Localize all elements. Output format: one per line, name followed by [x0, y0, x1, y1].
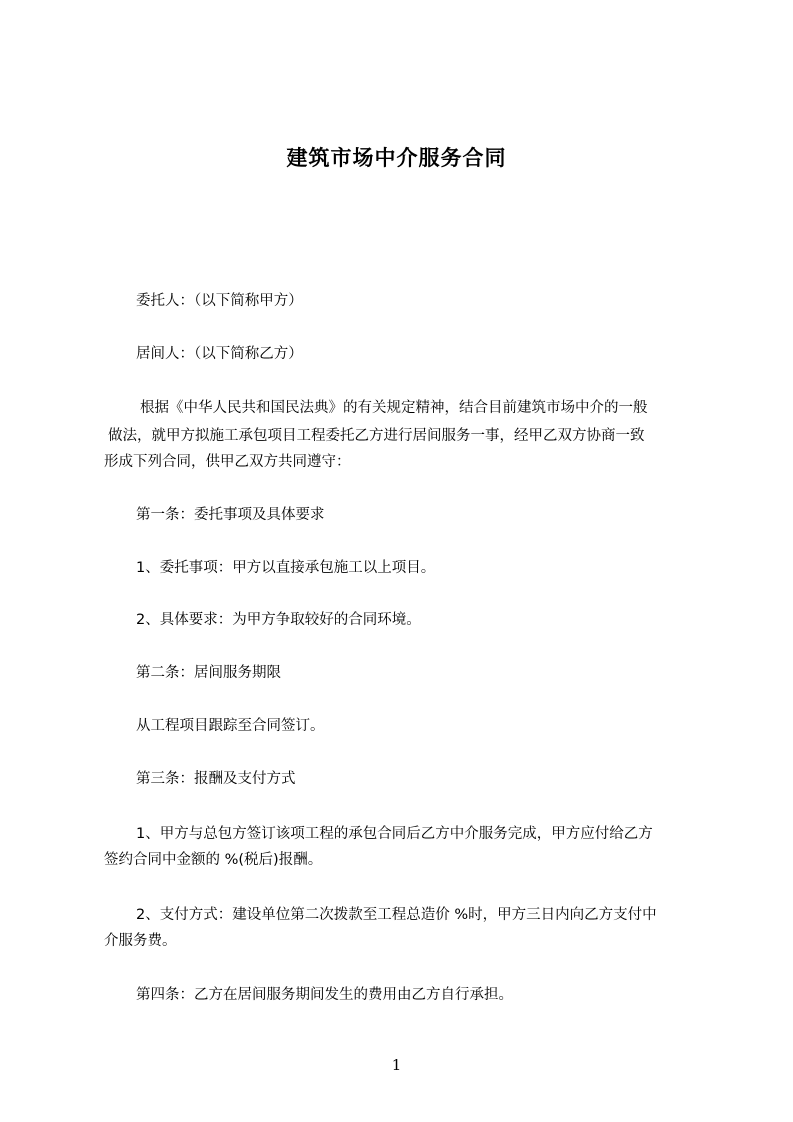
preamble-line-1: 根据《中华人民共和国民法典》的有关规定精神，结合目前建筑市场中介的一般 [140, 400, 648, 416]
party-a-line: 委托人：（以下简称甲方） [136, 293, 303, 309]
preamble-line-3: 形成下列合同，供甲乙双方共同遵守： [104, 454, 351, 470]
article-3-item-1-line-1: 1、甲方与总包方签订该项工程的承包合同后乙方中介服务完成，甲方应付给乙方 [136, 826, 653, 842]
page-number: 1 [391, 1056, 402, 1074]
party-b-line: 居间人：（以下简称乙方） [136, 346, 303, 362]
article-1-item-1: 1、委托事项：甲方以直接承包施工以上项目。 [136, 560, 436, 576]
article-2-body: 从工程项目跟踪至合同签订。 [136, 718, 325, 734]
preamble-line-2: 做法，就甲方拟施工承包项目工程委托乙方进行居间服务一事，经甲乙双方协商一致 [108, 428, 645, 444]
article-3-heading: 第三条：报酬及支付方式 [136, 771, 296, 787]
article-2-heading: 第二条：居间服务期限 [136, 665, 281, 681]
article-4-heading: 第四条：乙方在居间服务期间发生的费用由乙方自行承担。 [136, 987, 513, 1003]
article-3-item-1-line-2: 签约合同中金额的 %(税后)报酬。 [104, 852, 323, 868]
document-title: 建筑市场中介服务合同 [286, 146, 507, 170]
article-3-item-2-line-2: 介服务费。 [104, 933, 177, 949]
article-1-item-2: 2、具体要求：为甲方争取较好的合同环境。 [136, 612, 421, 628]
article-1-heading: 第一条：委托事项及具体要求 [136, 507, 325, 523]
article-3-item-2-line-1: 2、支付方式：建设单位第二次拨款至工程总造价 %时，甲方三日内向乙方支付中 [136, 907, 657, 923]
